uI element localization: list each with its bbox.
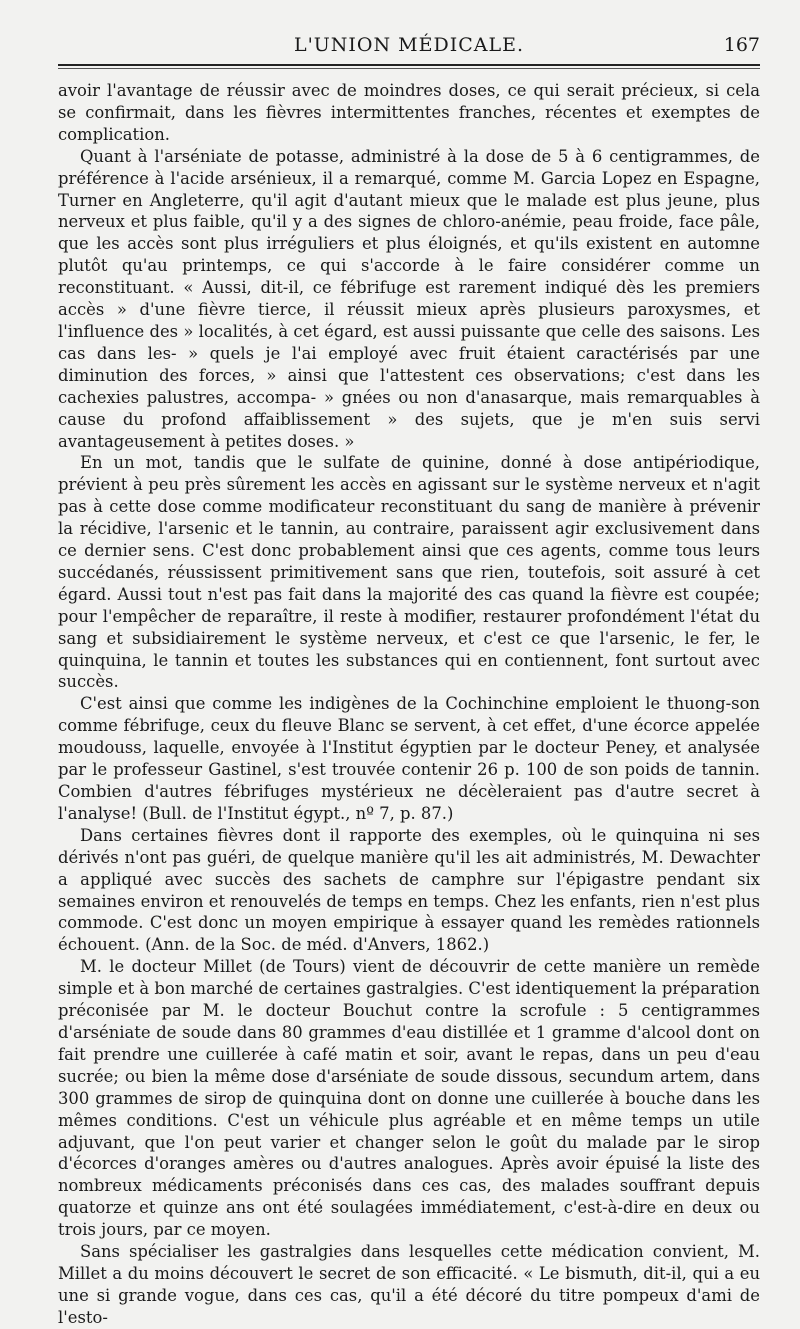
paragraph: avoir l'avantage de réussir avec de moindres doses, ce qui serait précieux, si cela se confirmait, dans les fièvres intermittentes franches, récentes et exemptes de complication. bbox=[58, 81, 760, 144]
paragraph: C'est ainsi que comme les indigènes de la Cochinchine emploient le thuong-son comme fébrifuge, ceux du fleuve Blanc se servent, à cet effet, d'une écorce appelée moudouss, laquelle, envoyée à l'Institut égyptien par le docteur Peney, et analysée par le professeur Gastinel, s'est trouvée contenir 26 p. 100 de son poids de tannin. Combien d'autres fébrifuges mystérieux ne décèleraient pas d'autre secret à l'analyse! (Bull. de l'Institut égypt., nº 7, p. 87.) bbox=[58, 694, 760, 823]
running-head bbox=[58, 30, 760, 62]
article-body bbox=[58, 80, 760, 1329]
page-number: 167 bbox=[723, 34, 760, 56]
header-rule-thin bbox=[58, 68, 760, 69]
header-rule bbox=[58, 64, 760, 66]
paragraph: Sans spécialiser les gastralgies dans lesquelles cette médication convient, M. Millet a du moins découvert le secret de son efficacité. « Le bismuth, dit-il, qui a eu une si grande vogue, dans ces cas, qu'il a été décoré du titre pompeux d'ami de l'esto- bbox=[58, 1242, 760, 1327]
paragraph: M. le docteur Millet (de Tours) vient de découvrir de cette manière un remède simple et à bon marché de certaines gastralgies. C'est identiquement la préparation préconisée par M. le docteur Bouchut contre la scrofule : 5 centigrammes d'arséniate de soude dans 80 grammes d'eau distillée et 1 gramme d'alcool dont on fait prendre une cuillerée à café matin et soir, avant le repas, dans un peu d'eau sucrée; ou bien la même dose d'arséniate de soude dissous, secundum artem, dans 300 grammes de sirop de quinquina dont on donne une cuillerée à bouche dans les mêmes conditions. C'est un véhicule plus agréable et en même temps un utile adjuvant, que l'on peut varier et changer selon le goût du malade par le sirop d'écorces d'oranges amères ou d'autres analogues. Après avoir épuisé la liste des nombreux médicaments préconisés dans ces cas, des malades souffrant depuis quatorze et quinze ans ont été soulagées immédiatement, c'est-à-dire en deux ou trois jours, par ce moyen. bbox=[58, 957, 760, 1240]
paragraph: Quant à l'arséniate de potasse, administré à la dose de 5 à 6 centigrammes, de préférence à l'acide arsénieux, il a remarqué, comme M. Garcia Lopez en Espagne, Turner en Angleterre, qu'il agit d'autant mieux que le malade est plus jeune, plus nerveux et plus faible, qu'il y a des signes de chloro-anémie, peau froide, face pâle, que les accès sont plus irréguliers et plus éloignés, et qu'ils existent en automne plutôt qu'au printemps, ce qui s'accorde à le faire considérer comme un reconstituant. « Aussi, dit-il, ce fébrifuge est rarement indiqué dès les premiers accès » d'une fièvre tierce, il réussit mieux après plusieurs paroxysmes, et l'influence des » localités, à cet égard, est aussi puissante que celle des saisons. Les cas dans les- » quels je l'ai employé avec fruit étaient caractérisés par une diminution des forces, » ainsi que l'attestent ces observations; c'est dans les cachexies palustres, accompa- » gnées ou non d'anasarque, mais remarquables à cause du profond affaiblissement » des sujets, que je m'en suis servi avantageusement à petites doses. » bbox=[58, 146, 760, 451]
paragraph: Dans certaines fièvres dont il rapporte des exemples, où le quinquina ni ses dérivés n'ont pas guéri, de quelque manière qu'il les ait administrés, M. Dewachter a appliqué avec succès des sachets de camphre sur l'épigastre pendant six semaines environ et renouvelés de temps en temps. Chez les enfants, rien n'est plus commode. C'est donc un moyen empirique à essayer quand les remèdes rationnels échouent. (Ann. de la Soc. de méd. d'Anvers, 1862.) bbox=[58, 825, 760, 955]
running-title: L'UNION MÉDICALE. bbox=[293, 34, 525, 56]
paragraph: En un mot, tandis que le sulfate de quinine, donné à dose antipériodique, prévient à peu près sûrement les accès en agissant sur le système nerveux et n'agit pas à cette dose comme modificateur reconstituant du sang de manière à prévenir la récidive, l'arsenic et le tannin, au contraire, paraissent agir exclusivement dans ce dernier sens. C'est donc probablement ainsi que ces agents, comme tous leurs succédanés, réussissent primitivement sans que rien, toutefois, soit assuré à cet égard. Aussi tout n'est pas fait dans la majorité des cas quand la fièvre est coupée; pour l'empêcher de reparaître, il reste à modifier, restaurer profondément l'état du sang et subsidiairement le système nerveux, et c'est ce que l'arsenic, le fer, le quinquina, le tannin et toutes les substances qui en contiennent, font surtout avec succès. bbox=[58, 453, 760, 692]
